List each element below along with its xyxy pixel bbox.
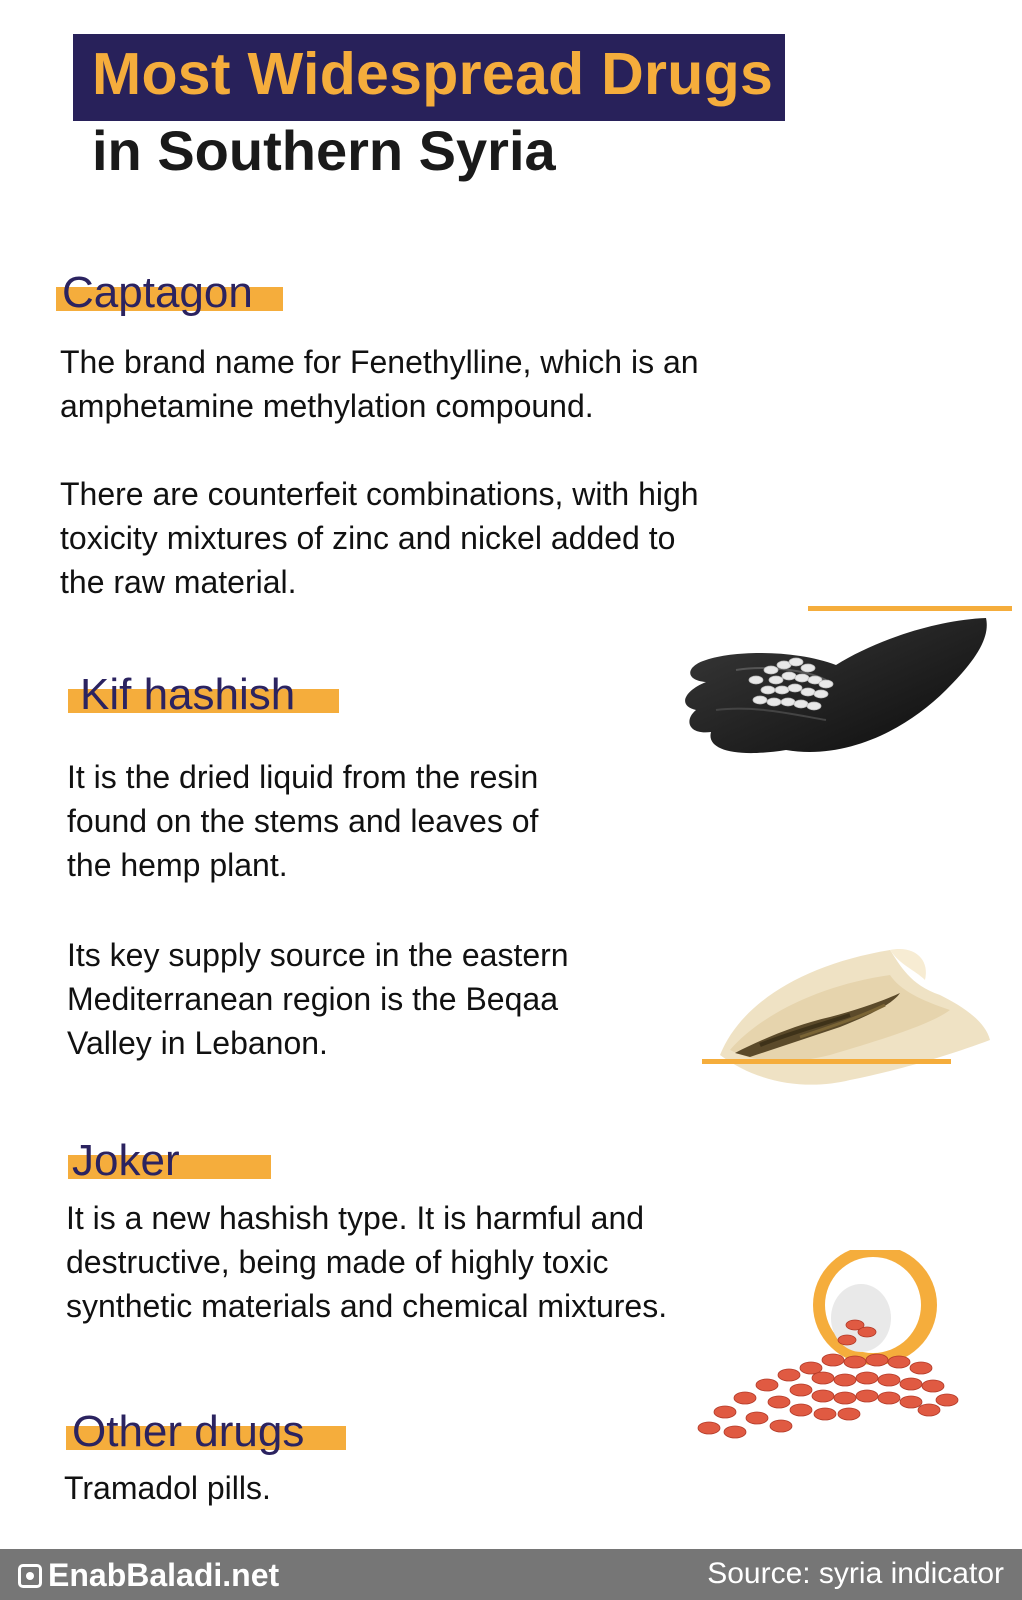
gloved-hand-image xyxy=(676,610,996,780)
heading-captagon: Captagon xyxy=(62,268,253,317)
heading-joker: Joker xyxy=(72,1136,180,1185)
footer-bar xyxy=(0,1549,1022,1600)
footer-logo-text: EnabBaladi.net xyxy=(48,1557,280,1593)
page-subtitle: in Southern Syria xyxy=(92,119,556,182)
pill-bottle-image xyxy=(685,1250,970,1460)
joker-paragraph-1: It is a new hashish type. It is harmful and destructive, being made of highly toxic synthetic materials and chemical mixtures. xyxy=(66,1200,668,1324)
captagon-paragraph-1: The brand name for Fenethylline, which is an amphetamine methylation compound. xyxy=(60,344,699,424)
heading-kif-hashish: Kif hashish xyxy=(80,670,296,719)
kif-paragraph-2: Its key supply source in the eastern Mediterranean region is the Beqaa Valley in Lebanon. xyxy=(67,937,569,1061)
heading-other-drugs: Other drugs xyxy=(72,1407,305,1456)
footer-logo xyxy=(18,1557,279,1594)
page-title: Most Widespread Drugs xyxy=(92,41,774,107)
enab-baladi-logo-icon xyxy=(18,1564,42,1588)
accent-line xyxy=(702,1059,951,1064)
other-paragraph-1: Tramadol pills. xyxy=(64,1470,271,1506)
hashish-paper-image xyxy=(700,945,1000,1090)
kif-paragraph-1: It is the dried liquid from the resin found on the stems and leaves of the hemp plant. xyxy=(67,759,539,883)
captagon-paragraph-2: There are counterfeit combinations, with high toxicity mixtures of zinc and nickel added to the raw material. xyxy=(60,476,699,600)
footer-source: Source: syria indicator xyxy=(707,1557,1004,1590)
